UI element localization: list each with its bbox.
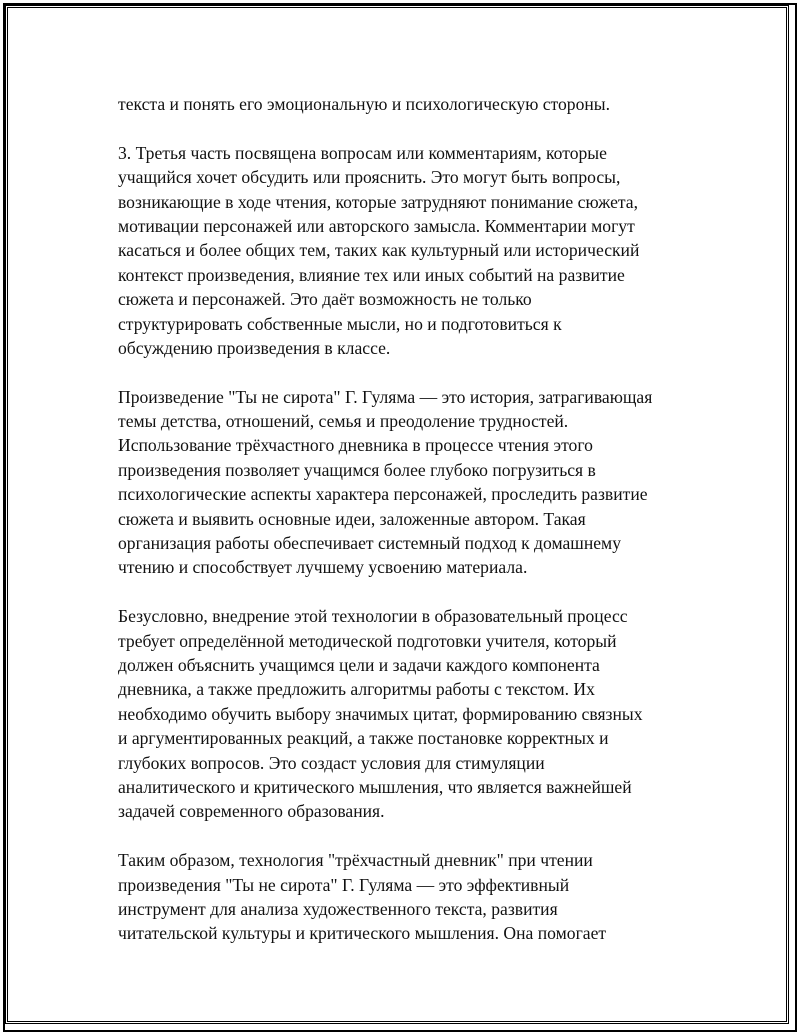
- text-line: обсуждению произведения в классе.: [118, 337, 391, 358]
- text-line: сюжета и персонажей. Это даёт возможность не только: [118, 289, 532, 310]
- text-line: произведения позволяет учащимся более глубоко погрузиться в: [118, 459, 596, 480]
- text-line: дневника, а также предложить алгоритмы работы с текстом. Их: [118, 679, 595, 700]
- text-line: 3. Третья часть посвящена вопросам или комментариям, которые: [118, 142, 607, 163]
- text-line: должен объяснить учащимся цели и задачи каждого компонента: [118, 654, 600, 675]
- text-line: чтению и способствует лучшему усвоению материала.: [118, 557, 528, 578]
- text-line: контекст произведения, влияние тех или иных событий на развитие: [118, 264, 625, 285]
- text-line: глубоких вопросов. Это создаст условия для стимуляции: [118, 752, 545, 773]
- text-line: и аргументированных реакций, а также постановке корректных и: [118, 728, 609, 749]
- text-line: организация работы обеспечивает системный подход к домашнему: [118, 533, 621, 554]
- text-line: касаться и более общих тем, таких как культурный или исторический: [118, 240, 640, 261]
- text-line: Таким образом, технология "трёхчастный дневник" при чтении: [118, 850, 593, 871]
- text-line: читательской культуры и критического мышления. Она помогает: [118, 923, 607, 944]
- paragraph-3: [118, 385, 698, 580]
- paragraph-2: [118, 141, 698, 361]
- text-line: произведения "Ты не сирота" Г. Гуляма — это эффективный: [118, 874, 570, 895]
- text-line: текста и понять его эмоциональную и психологическую стороны.: [118, 94, 611, 114]
- text-line: требует определённой методической подготовки учителя, который: [118, 630, 617, 651]
- text-line: Произведение "Ты не сирота" Г. Гуляма — это история, затрагивающая: [118, 386, 653, 407]
- text-line: Безусловно, внедрение этой технологии в образовательный процесс: [118, 606, 628, 627]
- text-line: задачей современного образования.: [118, 801, 385, 822]
- text-line: психологические аспекты характера персонажей, проследить развитие: [118, 484, 648, 505]
- text-line: необходимо обучить выбору значимых цитат, формированию связных: [118, 703, 643, 724]
- text-line: аналитического и критического мышления, что является важнейшей: [118, 776, 632, 797]
- text-line: возникающие в ходе чтения, которые затрудняют понимание сюжета,: [118, 191, 638, 212]
- document-body: [118, 92, 698, 970]
- text-line: инструмент для анализа художественного текста, развития: [118, 898, 558, 919]
- text-line: сюжета и выявить основные идеи, заложенные автором. Такая: [118, 508, 586, 529]
- text-line: мотивации персонажей или авторского замысла. Комментарии могут: [118, 215, 635, 236]
- text-line: темы детства, отношений, семья и преодоление трудностей.: [118, 411, 569, 432]
- text-line: структурировать собственные мысли, но и подготовиться к: [118, 313, 562, 334]
- paragraph-4: [118, 604, 698, 824]
- paragraph-1: [118, 92, 698, 116]
- text-line: учащийся хочет обсудить или прояснить. Это могут быть вопросы,: [118, 167, 621, 188]
- text-line: Использование трёхчастного дневника в процессе чтения этого: [118, 435, 593, 456]
- paragraph-5: [118, 848, 698, 946]
